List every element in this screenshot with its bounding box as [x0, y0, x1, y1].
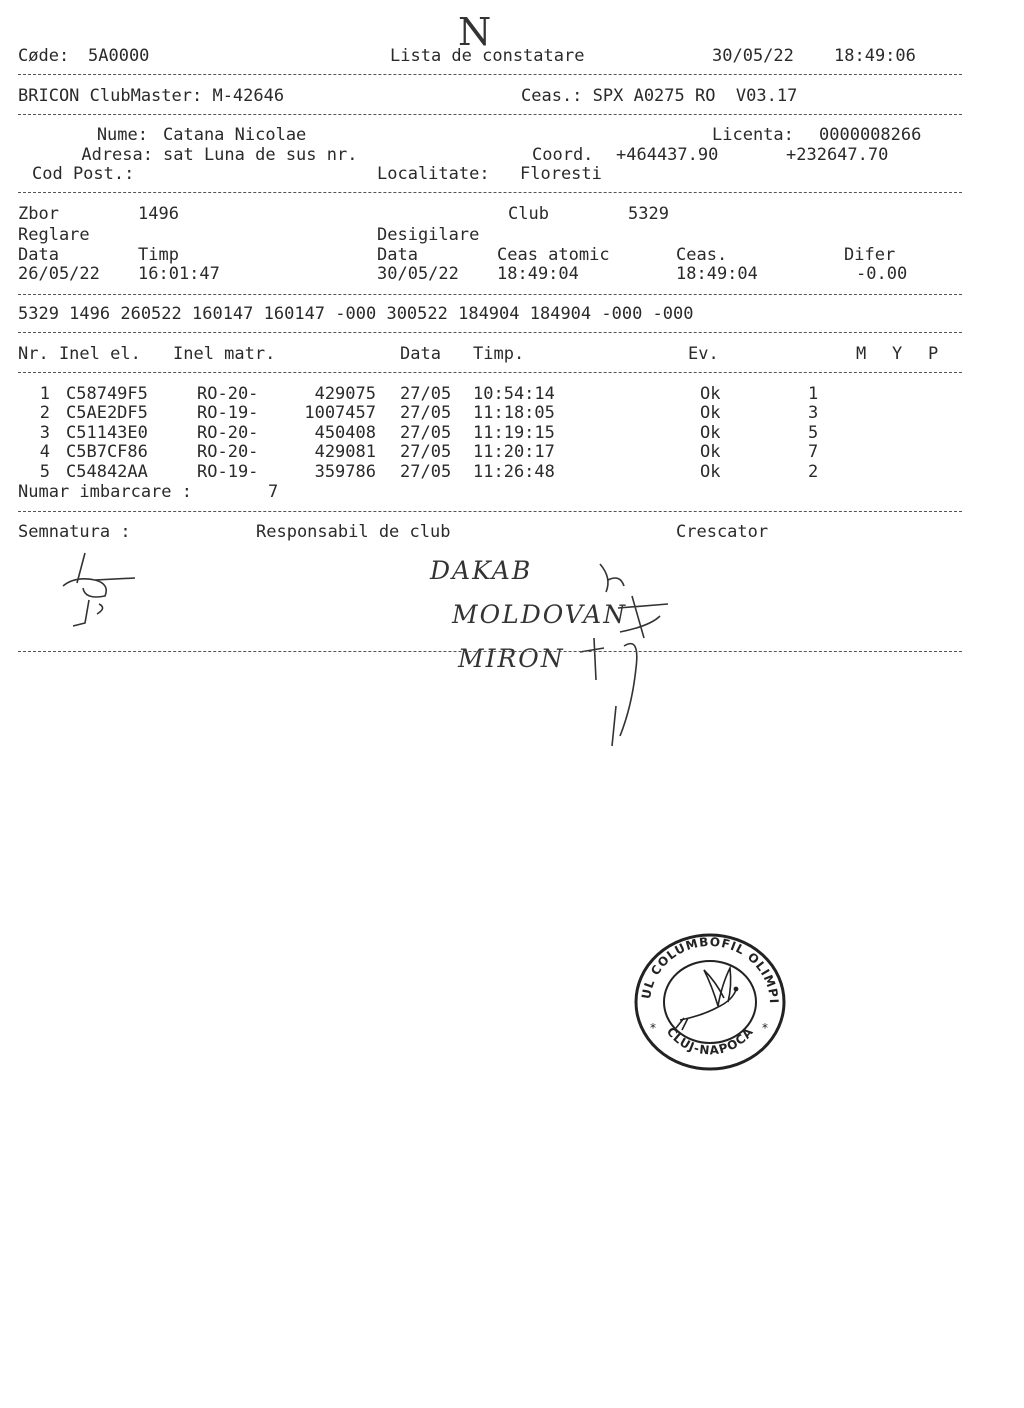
row-nr: 5 — [39, 462, 50, 482]
th-m: M — [856, 344, 867, 364]
signature-label: Semnatura : — [18, 522, 131, 542]
coord-label: Coord. — [532, 145, 594, 165]
row-inel-matr: 450408 — [314, 423, 376, 443]
club-value: 5329 — [628, 204, 669, 224]
locality-label: Localitate: — [377, 164, 490, 184]
owner-name: Catana Nicolae — [163, 125, 307, 145]
row-ev: Ok — [700, 442, 721, 462]
separator — [18, 294, 962, 295]
row-position: 1 — [808, 384, 819, 404]
dove-stamp-icon — [676, 968, 738, 1030]
row-time: 11:26:48 — [473, 462, 555, 482]
row-prefix: RO-20- — [197, 442, 259, 462]
difer-value: -0.00 — [856, 264, 908, 284]
row-inel-el: C51143E0 — [66, 423, 148, 443]
coord-lat: +464437.90 — [616, 145, 719, 165]
row-position: 2 — [808, 462, 819, 482]
signature-scribble — [560, 556, 680, 756]
row-inel-matr: 429081 — [314, 442, 376, 462]
row-ev: Ok — [700, 403, 721, 423]
row-ev: Ok — [700, 462, 721, 482]
boarding-label: Numar imbarcare : — [18, 482, 192, 502]
row-inel-el: C54842AA — [66, 462, 148, 482]
row-prefix: RO-20- — [197, 423, 259, 443]
club-responsible-label: Responsabil de club — [256, 522, 451, 542]
system-clock: Ceas.: SPX A0275 RO V03.17 — [521, 86, 798, 106]
row-prefix: RO-19- — [197, 403, 259, 423]
zbor-value: 1496 — [138, 204, 179, 224]
separator — [18, 332, 962, 333]
svg-text:*: * — [650, 1021, 656, 1035]
difer-label: Difer — [844, 245, 896, 265]
reg-data-label: Data — [18, 245, 59, 265]
zbor-label: Zbor — [18, 204, 59, 224]
ceas-atomic-label: Ceas atomic — [497, 245, 610, 265]
th-data: Data — [400, 344, 441, 364]
th-y: Y — [892, 344, 903, 364]
th-inel-matr: Inel matr. — [173, 344, 276, 364]
row-nr: 2 — [39, 403, 50, 423]
code-label: Cøde: — [18, 46, 70, 66]
reg-time: 16:01:47 — [138, 264, 220, 284]
header-date: 30/05/22 — [712, 46, 794, 66]
reg-date: 26/05/22 — [18, 264, 100, 284]
row-time: 11:18:05 — [473, 403, 555, 423]
svg-text:CLUJ-NAPOCA — [664, 1024, 756, 1057]
license-label: Licenta: — [712, 125, 794, 145]
club-label: Club — [508, 204, 549, 224]
separator — [18, 74, 962, 75]
separator — [18, 114, 962, 115]
code-value: 5A0000 — [88, 46, 150, 66]
row-date: 27/05 — [400, 384, 452, 404]
separator — [18, 372, 962, 373]
ceas-label: Ceas. — [676, 245, 728, 265]
row-inel-el: C58749F5 — [66, 384, 148, 404]
th-ev: Ev. — [688, 344, 719, 364]
row-prefix: RO-19- — [197, 462, 259, 482]
handwritten-name-3: MIRON — [458, 644, 565, 673]
system-app: BRICON ClubMaster: M-42646 — [18, 86, 285, 106]
club-stamp — [626, 921, 788, 1072]
handwritten-name-1: DAKAB — [430, 556, 533, 585]
des-date: 30/05/22 — [377, 264, 459, 284]
row-position: 3 — [808, 403, 819, 423]
row-ev: Ok — [700, 384, 721, 404]
des-atomic: 18:49:04 — [497, 264, 579, 284]
row-nr: 4 — [39, 442, 50, 462]
reg-timp-label: Timp — [138, 245, 179, 265]
row-ev: Ok — [700, 423, 721, 443]
row-inel-matr: 1007457 — [304, 403, 376, 423]
header-time: 18:49:06 — [834, 46, 916, 66]
handwritten-mark: N — [458, 10, 494, 54]
stamp-bottom-text: CLUJ-NAPOCA — [663, 1024, 757, 1058]
row-inel-el: C5AE2DF5 — [66, 403, 148, 423]
row-inel-el: C5B7CF86 — [66, 442, 148, 462]
license-value: 0000008266 — [819, 125, 922, 145]
row-prefix: RO-20- — [197, 384, 259, 404]
handwritten-name-2: MOLDOVAN — [452, 600, 628, 629]
th-p: P — [928, 344, 939, 364]
row-inel-matr: 359786 — [314, 462, 376, 482]
separator — [18, 192, 962, 193]
stamp-top-text: CLUBUL COLUMBOFIL OLIMPIA 04 — [626, 921, 782, 1005]
row-date: 27/05 — [400, 403, 452, 423]
des-data-label: Data — [377, 245, 418, 265]
row-position: 7 — [808, 442, 819, 462]
row-time: 11:19:15 — [473, 423, 555, 443]
coord-lon: +232647.70 — [786, 145, 889, 165]
row-date: 27/05 — [400, 442, 452, 462]
reglare-label: Reglare — [18, 225, 90, 245]
postcode-label: Cod Post.: — [32, 164, 135, 184]
row-date: 27/05 — [400, 423, 452, 443]
row-time: 10:54:14 — [473, 384, 555, 404]
th-timp: Timp. — [473, 344, 525, 364]
row-inel-matr: 429075 — [314, 384, 376, 404]
signature-scribble — [55, 548, 145, 638]
desigilare-label: Desigilare — [377, 225, 480, 245]
boarding-value: 7 — [268, 482, 279, 502]
name-label: Nume: — [96, 125, 148, 145]
row-nr: 1 — [39, 384, 50, 404]
row-nr: 3 — [39, 423, 50, 443]
breeder-label: Crescator — [676, 522, 769, 542]
separator — [18, 511, 962, 512]
row-position: 5 — [808, 423, 819, 443]
document-title: Lista de constatare — [390, 46, 585, 66]
address-label: Adresa: — [81, 145, 153, 165]
owner-address: sat Luna de sus nr. — [163, 145, 358, 165]
row-date: 27/05 — [400, 462, 452, 482]
row-time: 11:20:17 — [473, 442, 555, 462]
svg-text:*: * — [762, 1021, 768, 1035]
separator — [18, 651, 962, 652]
th-nr-inel-el: Nr. Inel el. — [18, 344, 141, 364]
code-line: 5329 1496 260522 160147 160147 -000 300522 184904 184904 -000 -000 — [18, 304, 694, 324]
des-clock: 18:49:04 — [676, 264, 758, 284]
locality-value: Floresti — [520, 164, 602, 184]
